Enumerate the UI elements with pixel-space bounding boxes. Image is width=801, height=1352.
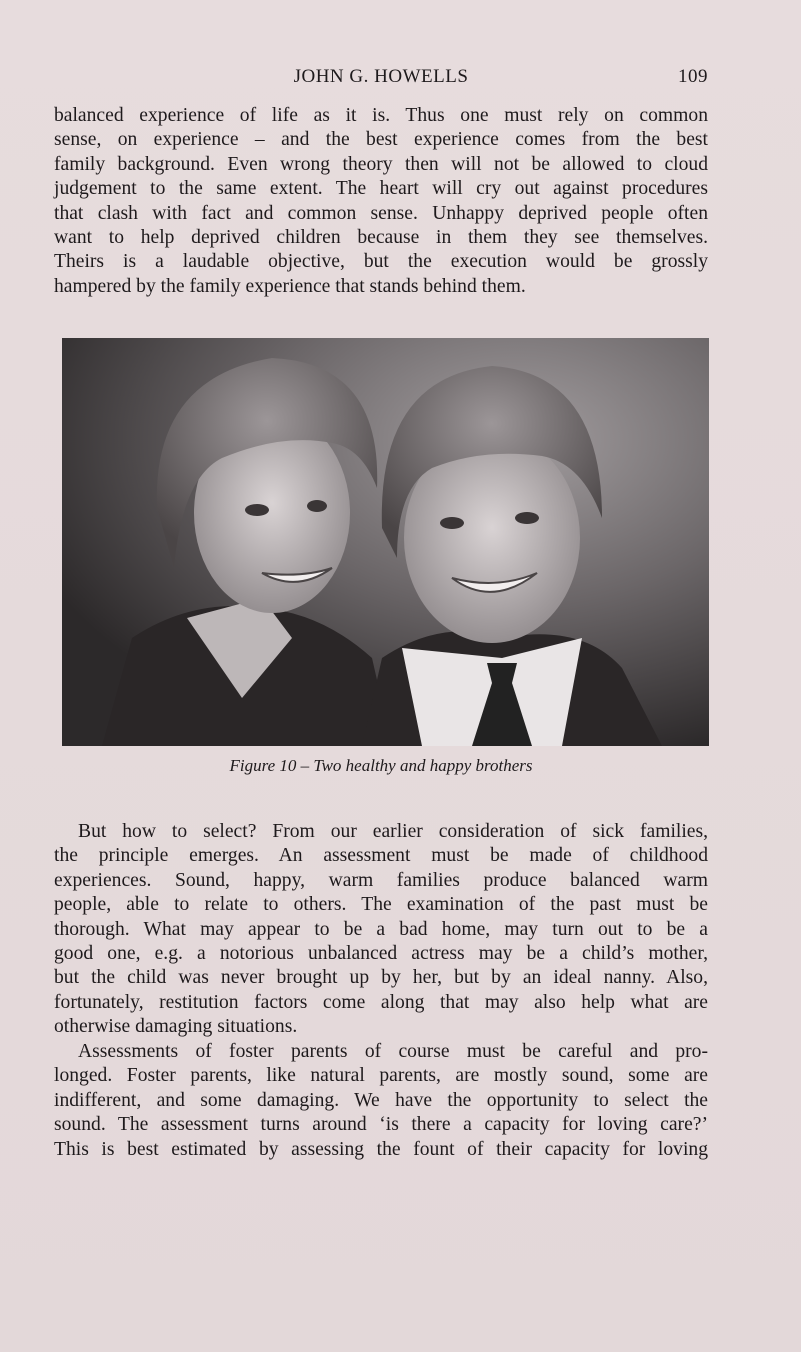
text-line: longed. Foster parents, like natural parents, are mostly sound, some are: [54, 1065, 708, 1087]
paragraph-1: [54, 104, 708, 299]
running-head: [54, 64, 708, 94]
paragraph-3: [54, 1040, 708, 1162]
text-line: This is best estimated by assessing the fount of their capacity for loving: [54, 1138, 708, 1160]
text-line: But how to select? From our earlier consideration of sick families,: [78, 821, 708, 842]
photograph-two-brothers: [62, 338, 709, 746]
text-line: fortunately, restitution factors come along that may also help what are: [54, 991, 708, 1013]
text-line: thorough. What may appear to be a bad home, may turn out to be a: [54, 918, 708, 940]
text-line: otherwise damaging situations.: [54, 1016, 298, 1038]
text-line: balanced experience of life as it is. Thus one must rely on common: [54, 105, 708, 126]
running-head-author: JOHN G. HOWELLS: [293, 66, 469, 87]
text-line: indifferent, and some damaging. We have the opportunity to select the: [54, 1089, 708, 1111]
text-line: experiences. Sound, happy, warm families produce balanced warm: [54, 869, 708, 891]
text-line: but the child was never brought up by her, but by an ideal nanny. Also,: [54, 967, 708, 989]
text-line: want to help deprived children because in them they see themselves.: [54, 227, 708, 249]
text-line: sense, on experience – and the best experience comes from the best: [54, 129, 708, 151]
page-number: 109: [678, 66, 708, 87]
text-line: Theirs is a laudable objective, but the execution would be grossly: [54, 251, 708, 273]
text-line: people, able to relate to others. The examination of the past must be: [54, 894, 708, 916]
text-line: family background. Even wrong theory then will not be allowed to cloud: [54, 153, 708, 175]
text-line: good one, e.g. a notorious unbalanced actress may be a child’s mother,: [54, 943, 708, 965]
text-line: sound. The assessment turns around ‘is there a capacity for loving care?’: [54, 1114, 708, 1136]
text-line: hampered by the family experience that stands behind them.: [54, 275, 526, 297]
text-line: Assessments of foster parents of course must be careful and pro-: [78, 1041, 708, 1062]
text-line: that clash with fact and common sense. Unhappy deprived people often: [54, 202, 708, 224]
text-line: the principle emerges. An assessment must be made of childhood: [54, 845, 708, 867]
paragraph-2: [54, 820, 708, 1040]
text-line: judgement to the same extent. The heart will cry out against procedures: [54, 178, 708, 200]
figure-caption: Figure 10 – Two healthy and happy brothers: [229, 756, 533, 775]
